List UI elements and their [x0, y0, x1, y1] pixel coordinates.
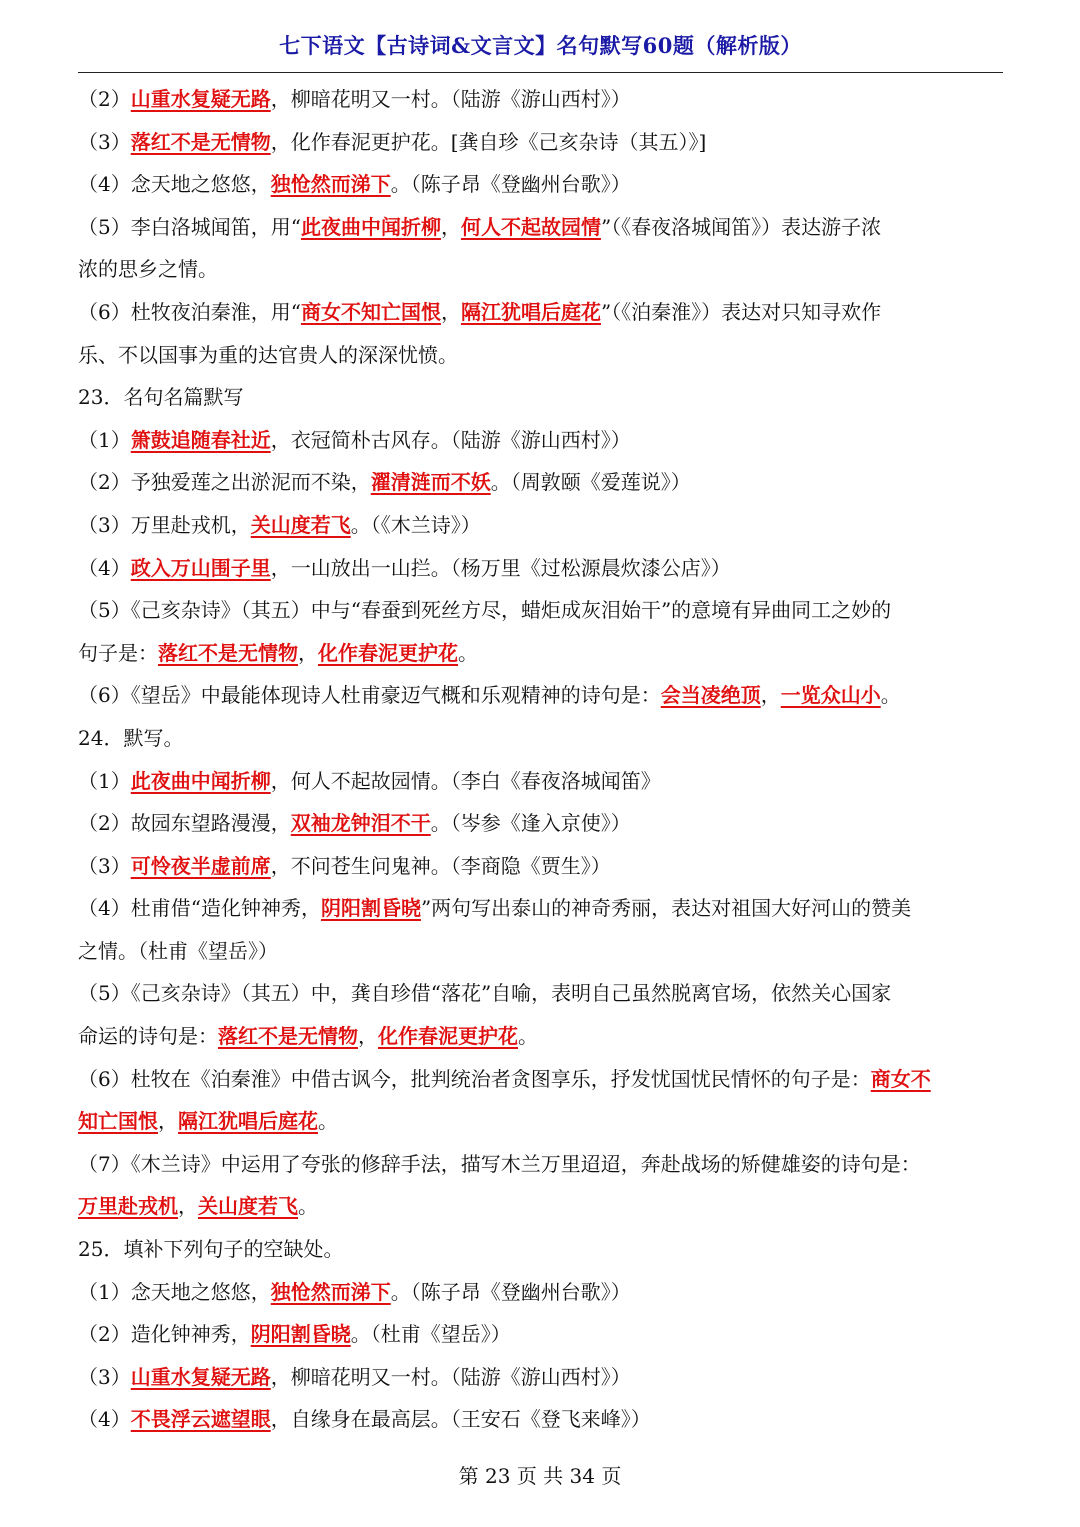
question-text: 之情。（杜甫《望岳》） — [78, 938, 278, 963]
answer-text: 何人不起故园情 — [460, 214, 601, 239]
header-divider — [78, 72, 1003, 73]
text-line — [78, 717, 1003, 760]
answer-text: 万里赴戎机 — [78, 1194, 178, 1219]
answer-text: 隔江犹唱后庭花 — [460, 299, 601, 324]
text-line — [78, 930, 1003, 973]
question-text: ”（《泊秦淮》）表达对只知寻欢作 — [600, 299, 882, 324]
answer-text: 独怆然而涕下 — [270, 1279, 391, 1304]
question-text: ，何人不起故园情。（李白《春夜洛城闻笛》 — [270, 768, 661, 793]
question-text: ，柳暗花明又一村。（陆游《游山西村》） — [270, 1364, 631, 1389]
question-text: ， — [298, 640, 318, 665]
question-text: （6）《望岳》中最能体现诗人杜甫豪迈气概和乐观精神的诗句是： — [78, 683, 661, 708]
question-text: （1） — [78, 427, 131, 452]
answer-text: 关山度若飞 — [198, 1194, 298, 1219]
question-text: ， — [158, 1109, 178, 1134]
question-text: 24．默写。 — [78, 725, 184, 750]
answer-text: 双袖龙钟泪不干 — [290, 811, 431, 836]
text-line — [78, 1058, 1003, 1101]
question-text: （2） — [78, 87, 131, 111]
text-line — [78, 461, 1003, 504]
text-line — [78, 1271, 1003, 1314]
answer-text: 箫鼓追随春社近 — [130, 427, 271, 452]
text-line — [78, 376, 1003, 419]
question-text: （5）《己亥杂诗》（其五）中与“春蚕到死丝方尽，蜡炬成灰泪始干”的意境有异曲同工之妙的 — [78, 598, 892, 623]
text-line — [78, 1398, 1003, 1441]
answer-text: 山重水复疑无路 — [130, 87, 271, 111]
question-text: ，化作春泥更护花。[龚自珍《己亥杂诗（其五）》] — [270, 129, 707, 154]
answer-text: 商女不 — [870, 1066, 931, 1091]
question-text: ”（《春夜洛城闻笛》）表达游子浓 — [600, 214, 882, 239]
text-line — [78, 121, 1003, 164]
question-text: 。 — [518, 1024, 538, 1049]
text-line — [78, 1015, 1003, 1058]
question-text: （1）念天地之悠悠， — [78, 1279, 271, 1304]
question-text: （2）予独爱莲之出淤泥而不染， — [78, 470, 371, 495]
answer-text: 化作春泥更护花 — [318, 640, 458, 665]
question-text: （2）造化钟神秀， — [78, 1322, 251, 1347]
answer-text: 隔江犹唱后庭花 — [178, 1109, 318, 1134]
question-text: 25．填补下列句子的空缺处。 — [78, 1237, 344, 1262]
question-text: 23．名句名篇默写 — [78, 385, 244, 410]
answer-text: 落红不是无情物 — [218, 1024, 358, 1049]
text-line — [78, 547, 1003, 590]
text-line — [78, 206, 1003, 249]
answer-text: 此夜曲中闻折柳 — [300, 214, 441, 239]
question-text: ， — [178, 1194, 198, 1219]
question-text: ， — [760, 683, 781, 708]
question-text: 。 — [318, 1109, 338, 1134]
answer-text: 落红不是无情物 — [130, 129, 271, 154]
page-header-title: 七下语文【古诗词&文言文】名句默写60题（解析版） — [279, 33, 802, 58]
answer-text: 阴阳割昏晓 — [320, 896, 421, 921]
question-text: （4）杜甫借“造化钟神秀， — [78, 896, 321, 921]
answer-text: 山重水复疑无路 — [130, 1364, 271, 1389]
text-line — [78, 1100, 1003, 1143]
answer-text: 可怜夜半虚前席 — [130, 853, 271, 878]
question-text: ”两句写出泰山的神奇秀丽，表达对祖国大好河山的赞美 — [420, 896, 912, 921]
question-text: （2）故园东望路漫漫， — [78, 811, 291, 836]
text-line — [78, 1143, 1003, 1186]
text-line — [78, 760, 1003, 803]
question-text: （4） — [78, 1407, 131, 1432]
question-text: ，柳暗花明又一村。（陆游《游山西村》） — [270, 87, 631, 111]
question-text: 浓的思乡之情。 — [78, 257, 218, 282]
question-text: （4）念天地之悠悠， — [78, 172, 271, 197]
question-text: 。（陈子昂《登幽州台歌》） — [390, 172, 631, 197]
text-line — [78, 802, 1003, 845]
text-line — [78, 589, 1003, 632]
question-text: ， — [440, 299, 461, 324]
answer-text: 知亡国恨 — [78, 1109, 158, 1134]
text-line — [78, 419, 1003, 462]
question-text: ，衣冠简朴古风存。（陆游《游山西村》） — [270, 427, 631, 452]
question-text: （3） — [78, 129, 131, 154]
answer-text: 政入万山围子里 — [130, 555, 271, 580]
question-text: ，一山放出一山拦。（杨万里《过松源晨炊漆公店》） — [270, 555, 731, 580]
question-text: ， — [358, 1024, 378, 1049]
question-text: 。（岑参《逢入京使》） — [430, 811, 631, 836]
question-text: （3）万里赴戎机， — [78, 512, 251, 537]
answer-text: 一览众山小 — [780, 683, 881, 708]
answer-text: 关山度若飞 — [250, 512, 351, 537]
answer-text: 濯清涟而不妖 — [370, 470, 491, 495]
question-text: 。（陈子昂《登幽州台歌》） — [390, 1279, 631, 1304]
question-text: （7）《木兰诗》中运用了夸张的修辞手法，描写木兰万里迢迢，奔赴战场的矫健雄姿的诗句是： — [78, 1151, 921, 1176]
page-footer: 第 23 页 共 34 页 — [458, 1464, 622, 1488]
question-text: ，不问苍生问鬼神。（李商隐《贾生》） — [270, 853, 611, 878]
text-line — [78, 1185, 1003, 1228]
question-text: （5）李白洛城闻笛，用“ — [78, 214, 301, 239]
question-text: （5）《己亥杂诗》（其五）中，龚自珍借“落花”自喻，表明自己虽然脱离官场，依然关心国家 — [78, 981, 892, 1006]
question-text: （6）杜牧夜泊秦淮，用“ — [78, 299, 301, 324]
question-text: 。 — [880, 683, 901, 708]
question-text: 。（周敦颐《爱莲说》） — [490, 470, 691, 495]
question-text: 句子是： — [78, 640, 158, 665]
question-text: 。（杜甫《望岳》） — [350, 1322, 511, 1347]
answer-text: 落红不是无情物 — [158, 640, 298, 665]
text-line — [78, 674, 1003, 717]
question-text: （6）杜牧在《泊秦淮》中借古讽今，批判统治者贪图享乐，抒发忧国忧民情怀的句子是： — [78, 1066, 871, 1091]
text-line — [78, 1356, 1003, 1399]
text-line — [78, 972, 1003, 1015]
text-line — [78, 845, 1003, 888]
text-line — [78, 504, 1003, 547]
text-line — [78, 1313, 1003, 1356]
question-text: （4） — [78, 555, 131, 580]
text-line — [78, 887, 1003, 930]
text-line — [78, 163, 1003, 206]
text-line — [78, 632, 1003, 675]
answer-text: 商女不知亡国恨 — [300, 299, 441, 324]
text-line — [78, 334, 1003, 377]
question-text: （3） — [78, 1364, 131, 1389]
question-text: 乐、不以国事为重的达官贵人的深深忧愤。 — [78, 342, 458, 367]
text-line — [78, 291, 1003, 334]
answer-text: 会当凌绝顶 — [660, 683, 761, 708]
answer-text: 此夜曲中闻折柳 — [130, 768, 271, 793]
answer-text: 独怆然而涕下 — [270, 172, 391, 197]
answer-text: 化作春泥更护花 — [378, 1024, 518, 1049]
document-body — [78, 78, 1003, 1441]
question-text: 。 — [458, 640, 478, 665]
answer-text: 不畏浮云遮望眼 — [130, 1407, 271, 1432]
question-text: 命运的诗句是： — [78, 1024, 218, 1049]
text-line — [78, 248, 1003, 291]
question-text: 。（《木兰诗》） — [350, 512, 481, 537]
text-line — [78, 1228, 1003, 1271]
question-text: ， — [440, 214, 461, 239]
question-text: （3） — [78, 853, 131, 878]
question-text: （1） — [78, 768, 131, 793]
question-text: ，自缘身在最高层。（王安石《登飞来峰》） — [270, 1407, 651, 1432]
text-line — [78, 78, 1003, 121]
answer-text: 阴阳割昏晓 — [250, 1322, 351, 1347]
question-text: 。 — [298, 1194, 318, 1219]
